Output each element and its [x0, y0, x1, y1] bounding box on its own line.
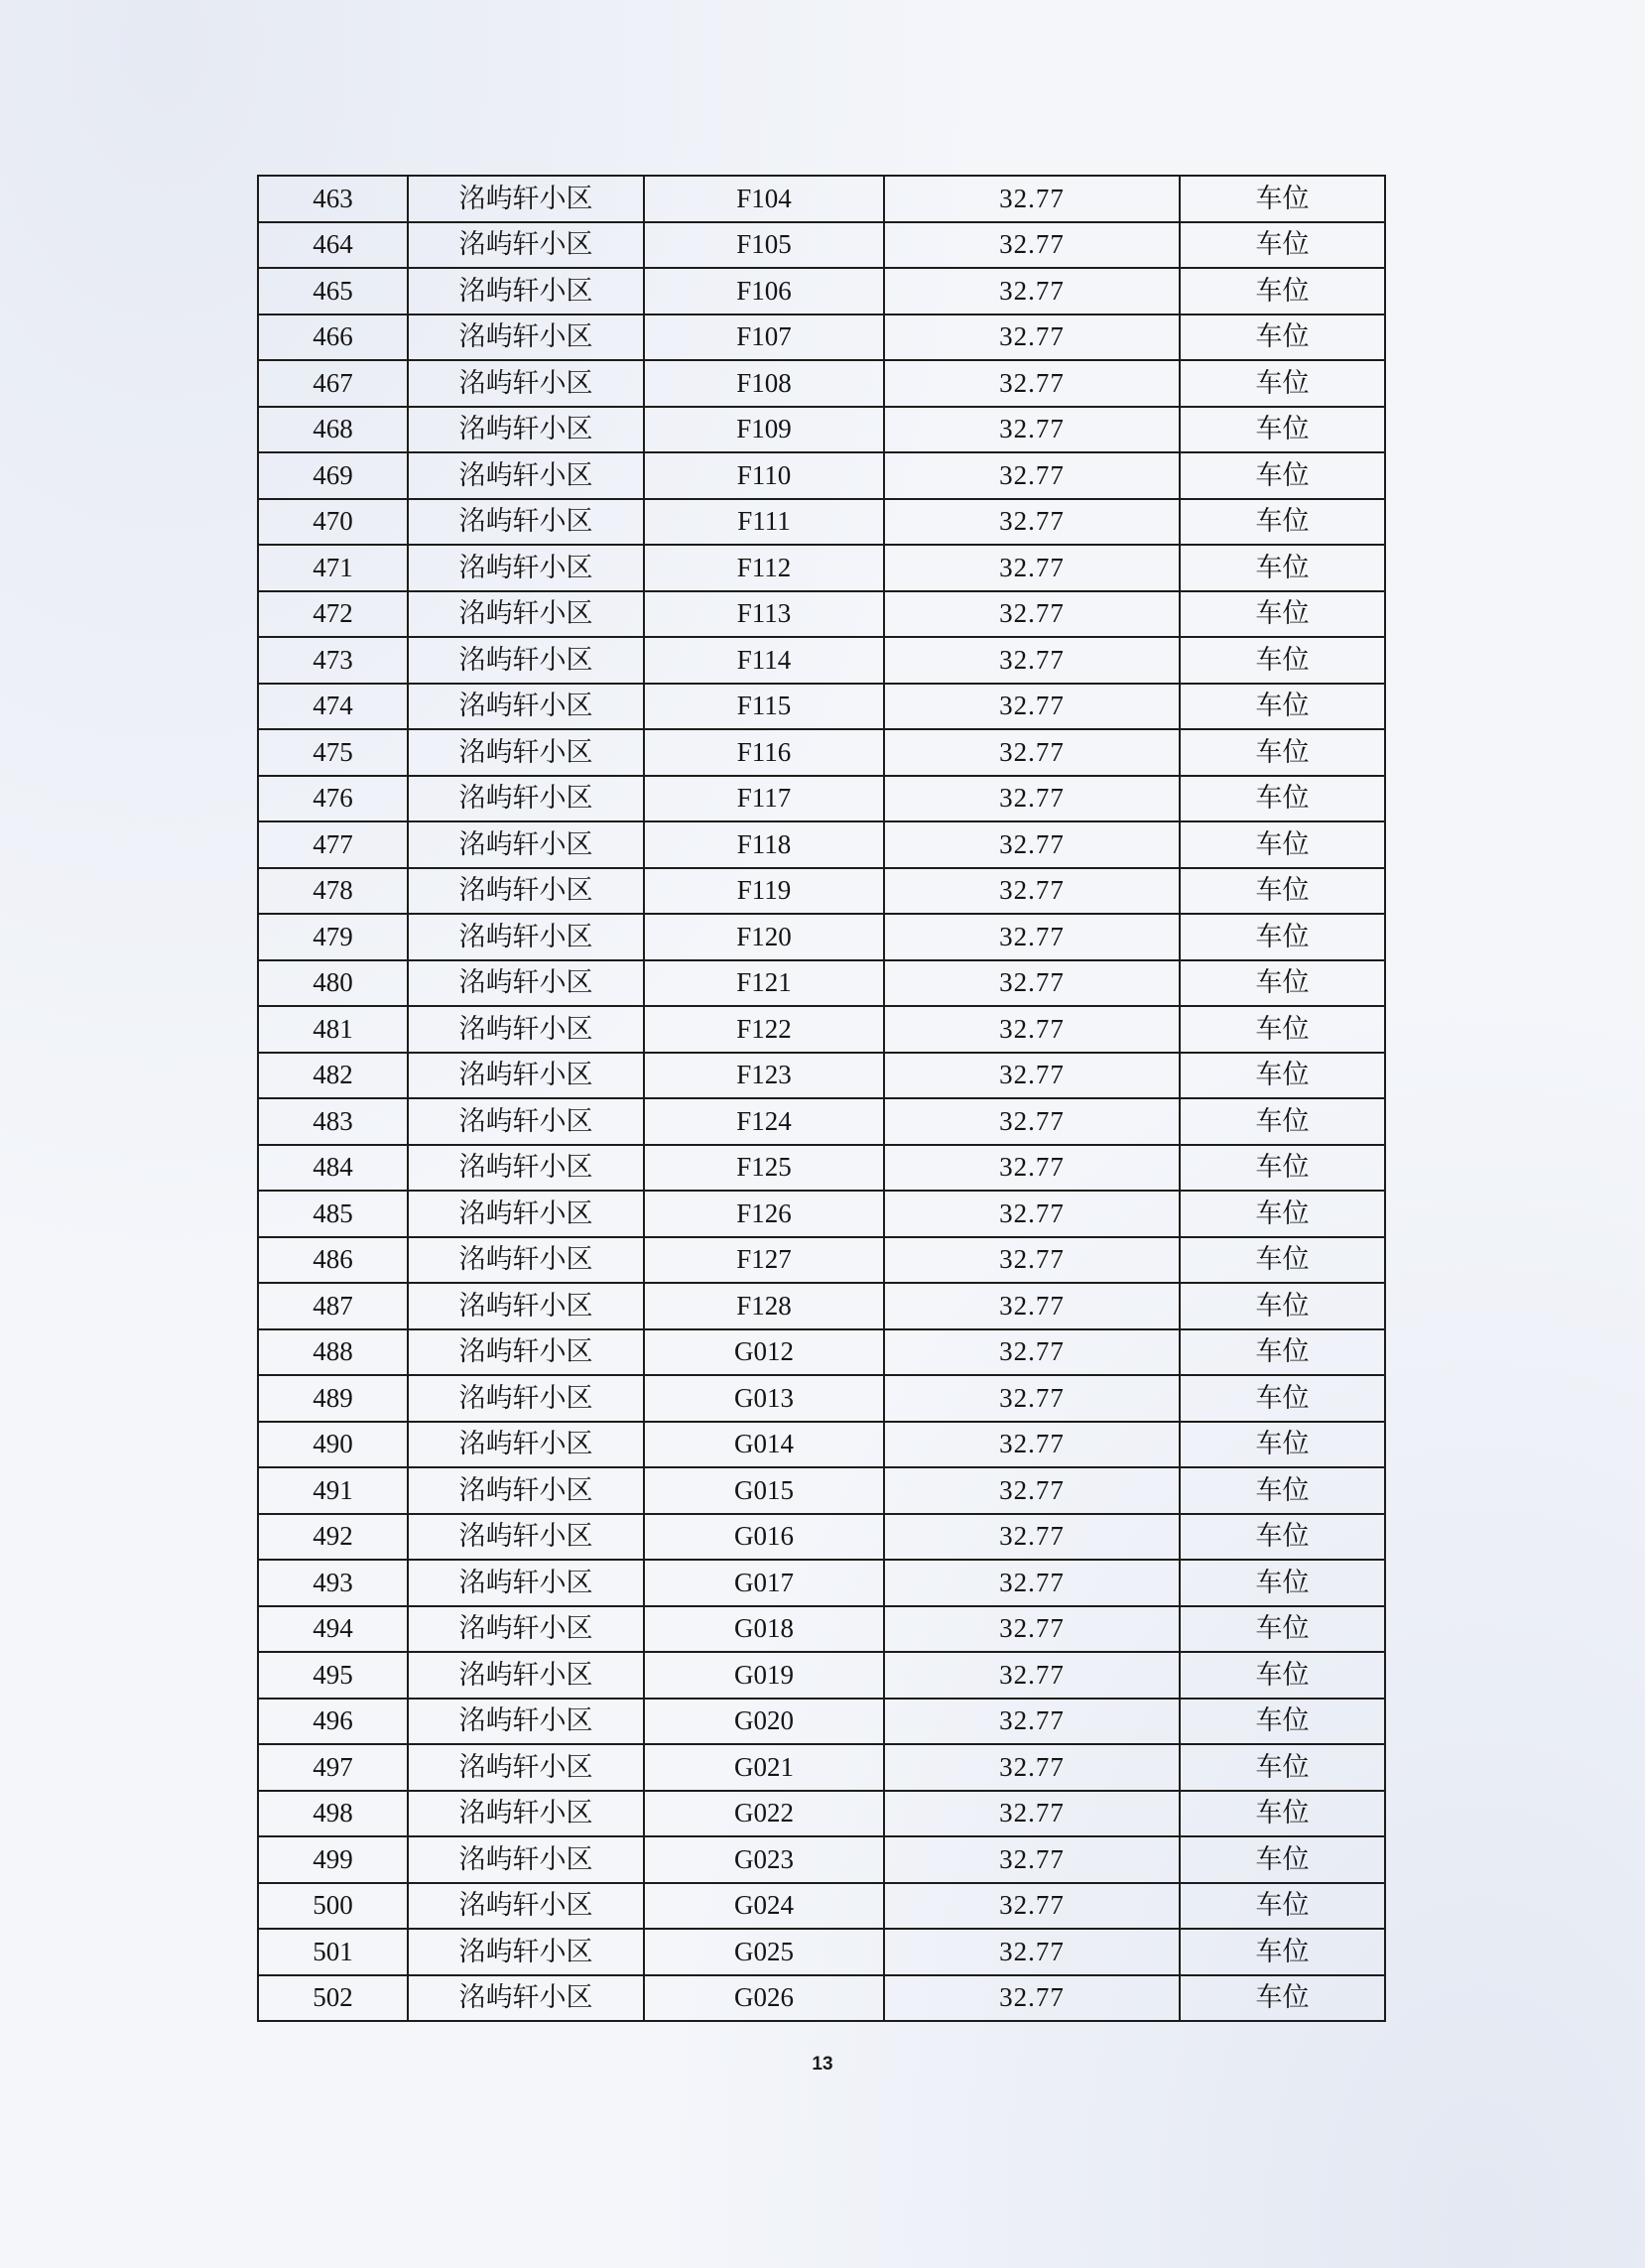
cell-community-name: 洺屿轩小区 — [408, 268, 644, 315]
cell-usage-type: 车位 — [1180, 1422, 1385, 1468]
cell-serial-number: 480 — [258, 960, 408, 1007]
cell-space-code: G012 — [644, 1329, 884, 1376]
table-row — [258, 499, 1385, 546]
cell-space-code: F118 — [644, 821, 884, 868]
cell-community-name: 洺屿轩小区 — [408, 1514, 644, 1561]
table-row — [258, 960, 1385, 1007]
cell-usage-type: 车位 — [1180, 821, 1385, 868]
cell-area: 32.77 — [884, 637, 1180, 684]
cell-serial-number: 475 — [258, 729, 408, 776]
cell-serial-number: 463 — [258, 176, 408, 222]
cell-serial-number: 468 — [258, 407, 408, 453]
cell-space-code: F126 — [644, 1191, 884, 1237]
cell-community-name: 洺屿轩小区 — [408, 776, 644, 822]
cell-space-code: F105 — [644, 222, 884, 269]
cell-usage-type: 车位 — [1180, 222, 1385, 269]
cell-serial-number: 490 — [258, 1422, 408, 1468]
cell-serial-number: 489 — [258, 1375, 408, 1422]
table-row — [258, 1883, 1385, 1930]
cell-usage-type: 车位 — [1180, 1237, 1385, 1284]
cell-community-name: 洺屿轩小区 — [408, 1744, 644, 1791]
cell-usage-type: 车位 — [1180, 1791, 1385, 1837]
cell-serial-number: 488 — [258, 1329, 408, 1376]
cell-usage-type: 车位 — [1180, 776, 1385, 822]
cell-serial-number: 501 — [258, 1929, 408, 1975]
cell-community-name: 洺屿轩小区 — [408, 729, 644, 776]
cell-community-name: 洺屿轩小区 — [408, 315, 644, 361]
cell-serial-number: 494 — [258, 1606, 408, 1653]
cell-space-code: F125 — [644, 1145, 884, 1192]
cell-serial-number: 482 — [258, 1053, 408, 1099]
table-row — [258, 360, 1385, 407]
cell-serial-number: 497 — [258, 1744, 408, 1791]
cell-serial-number: 466 — [258, 315, 408, 361]
cell-community-name: 洺屿轩小区 — [408, 1467, 644, 1514]
cell-community-name: 洺屿轩小区 — [408, 1191, 644, 1237]
cell-usage-type: 车位 — [1180, 268, 1385, 315]
cell-space-code: G016 — [644, 1514, 884, 1561]
cell-area: 32.77 — [884, 591, 1180, 638]
cell-area: 32.77 — [884, 1883, 1180, 1930]
cell-serial-number: 496 — [258, 1699, 408, 1745]
cell-usage-type: 车位 — [1180, 1514, 1385, 1561]
cell-serial-number: 464 — [258, 222, 408, 269]
table-row — [258, 1791, 1385, 1837]
cell-community-name: 洺屿轩小区 — [408, 452, 644, 499]
table-row — [258, 637, 1385, 684]
cell-area: 32.77 — [884, 1467, 1180, 1514]
cell-area: 32.77 — [884, 1098, 1180, 1145]
cell-serial-number: 469 — [258, 452, 408, 499]
cell-area: 32.77 — [884, 1791, 1180, 1837]
cell-usage-type: 车位 — [1180, 1975, 1385, 2022]
table-row — [258, 1836, 1385, 1883]
table-row — [258, 176, 1385, 222]
cell-serial-number: 492 — [258, 1514, 408, 1561]
table-row — [258, 1237, 1385, 1284]
cell-usage-type: 车位 — [1180, 1191, 1385, 1237]
cell-community-name: 洺屿轩小区 — [408, 1560, 644, 1606]
table-row — [258, 776, 1385, 822]
cell-usage-type: 车位 — [1180, 637, 1385, 684]
table-row — [258, 1283, 1385, 1329]
table-row — [258, 268, 1385, 315]
cell-serial-number: 476 — [258, 776, 408, 822]
table-row — [258, 591, 1385, 638]
cell-space-code: F122 — [644, 1006, 884, 1053]
cell-space-code: F113 — [644, 591, 884, 638]
cell-space-code: F123 — [644, 1053, 884, 1099]
cell-serial-number: 502 — [258, 1975, 408, 2022]
cell-space-code: F107 — [644, 315, 884, 361]
cell-area: 32.77 — [884, 1699, 1180, 1745]
table-row — [258, 1375, 1385, 1422]
table-row — [258, 452, 1385, 499]
cell-area: 32.77 — [884, 222, 1180, 269]
cell-serial-number: 499 — [258, 1836, 408, 1883]
cell-serial-number: 478 — [258, 868, 408, 915]
cell-serial-number: 471 — [258, 545, 408, 591]
cell-area: 32.77 — [884, 868, 1180, 915]
cell-area: 32.77 — [884, 360, 1180, 407]
cell-area: 32.77 — [884, 1606, 1180, 1653]
cell-community-name: 洺屿轩小区 — [408, 821, 644, 868]
cell-serial-number: 472 — [258, 591, 408, 638]
cell-usage-type: 车位 — [1180, 1006, 1385, 1053]
table-row — [258, 222, 1385, 269]
cell-usage-type: 车位 — [1180, 729, 1385, 776]
cell-community-name: 洺屿轩小区 — [408, 1422, 644, 1468]
cell-community-name: 洺屿轩小区 — [408, 1145, 644, 1192]
table-row — [258, 545, 1385, 591]
cell-usage-type: 车位 — [1180, 315, 1385, 361]
table-row — [258, 407, 1385, 453]
cell-space-code: G017 — [644, 1560, 884, 1606]
cell-area: 32.77 — [884, 1560, 1180, 1606]
cell-serial-number: 498 — [258, 1791, 408, 1837]
cell-usage-type: 车位 — [1180, 1329, 1385, 1376]
cell-serial-number: 486 — [258, 1237, 408, 1284]
cell-area: 32.77 — [884, 452, 1180, 499]
cell-area: 32.77 — [884, 1929, 1180, 1975]
cell-space-code: G025 — [644, 1929, 884, 1975]
cell-area: 32.77 — [884, 1191, 1180, 1237]
cell-space-code: G020 — [644, 1699, 884, 1745]
cell-usage-type: 车位 — [1180, 868, 1385, 915]
table-row — [258, 1975, 1385, 2022]
cell-space-code: F112 — [644, 545, 884, 591]
parking-space-table — [257, 175, 1386, 2022]
cell-community-name: 洺屿轩小区 — [408, 914, 644, 960]
cell-serial-number: 500 — [258, 1883, 408, 1930]
cell-space-code: G022 — [644, 1791, 884, 1837]
cell-area: 32.77 — [884, 176, 1180, 222]
cell-usage-type: 车位 — [1180, 1098, 1385, 1145]
cell-usage-type: 车位 — [1180, 545, 1385, 591]
cell-community-name: 洺屿轩小区 — [408, 1699, 644, 1745]
cell-area: 32.77 — [884, 729, 1180, 776]
cell-community-name: 洺屿轩小区 — [408, 499, 644, 546]
cell-usage-type: 车位 — [1180, 1560, 1385, 1606]
cell-community-name: 洺屿轩小区 — [408, 1791, 644, 1837]
cell-usage-type: 车位 — [1180, 452, 1385, 499]
cell-community-name: 洺屿轩小区 — [408, 1329, 644, 1376]
table-row — [258, 315, 1385, 361]
cell-area: 32.77 — [884, 960, 1180, 1007]
cell-space-code: G014 — [644, 1422, 884, 1468]
cell-serial-number: 470 — [258, 499, 408, 546]
cell-usage-type: 车位 — [1180, 1375, 1385, 1422]
cell-community-name: 洺屿轩小区 — [408, 1836, 644, 1883]
cell-community-name: 洺屿轩小区 — [408, 360, 644, 407]
cell-usage-type: 车位 — [1180, 1836, 1385, 1883]
cell-space-code: F116 — [644, 729, 884, 776]
cell-area: 32.77 — [884, 545, 1180, 591]
cell-space-code: F109 — [644, 407, 884, 453]
table-row — [258, 684, 1385, 730]
cell-community-name: 洺屿轩小区 — [408, 1098, 644, 1145]
cell-usage-type: 车位 — [1180, 1606, 1385, 1653]
cell-community-name: 洺屿轩小区 — [408, 868, 644, 915]
cell-area: 32.77 — [884, 1422, 1180, 1468]
cell-area: 32.77 — [884, 1283, 1180, 1329]
cell-serial-number: 495 — [258, 1652, 408, 1699]
cell-area: 32.77 — [884, 499, 1180, 546]
cell-community-name: 洺屿轩小区 — [408, 1283, 644, 1329]
cell-usage-type: 车位 — [1180, 1744, 1385, 1791]
cell-community-name: 洺屿轩小区 — [408, 684, 644, 730]
cell-space-code: F119 — [644, 868, 884, 915]
table-row — [258, 1514, 1385, 1561]
cell-space-code: F114 — [644, 637, 884, 684]
table-row — [258, 1145, 1385, 1192]
cell-serial-number: 473 — [258, 637, 408, 684]
cell-community-name: 洺屿轩小区 — [408, 1883, 644, 1930]
table-row — [258, 1744, 1385, 1791]
cell-community-name: 洺屿轩小区 — [408, 591, 644, 638]
cell-area: 32.77 — [884, 1744, 1180, 1791]
cell-area: 32.77 — [884, 1975, 1180, 2022]
cell-area: 32.77 — [884, 1145, 1180, 1192]
cell-space-code: G018 — [644, 1606, 884, 1653]
cell-usage-type: 车位 — [1180, 499, 1385, 546]
cell-usage-type: 车位 — [1180, 1053, 1385, 1099]
table-row — [258, 1329, 1385, 1376]
cell-area: 32.77 — [884, 776, 1180, 822]
cell-space-code: G015 — [644, 1467, 884, 1514]
cell-usage-type: 车位 — [1180, 1652, 1385, 1699]
cell-serial-number: 477 — [258, 821, 408, 868]
cell-community-name: 洺屿轩小区 — [408, 1375, 644, 1422]
cell-community-name: 洺屿轩小区 — [408, 1006, 644, 1053]
cell-space-code: F108 — [644, 360, 884, 407]
cell-community-name: 洺屿轩小区 — [408, 1652, 644, 1699]
cell-space-code: G026 — [644, 1975, 884, 2022]
cell-area: 32.77 — [884, 1375, 1180, 1422]
cell-space-code: G023 — [644, 1836, 884, 1883]
cell-serial-number: 485 — [258, 1191, 408, 1237]
cell-space-code: F117 — [644, 776, 884, 822]
cell-area: 32.77 — [884, 821, 1180, 868]
cell-usage-type: 车位 — [1180, 407, 1385, 453]
cell-usage-type: 车位 — [1180, 591, 1385, 638]
cell-space-code: F106 — [644, 268, 884, 315]
cell-community-name: 洺屿轩小区 — [408, 1237, 644, 1284]
cell-area: 32.77 — [884, 1836, 1180, 1883]
cell-area: 32.77 — [884, 914, 1180, 960]
cell-usage-type: 车位 — [1180, 1145, 1385, 1192]
cell-space-code: F124 — [644, 1098, 884, 1145]
cell-community-name: 洺屿轩小区 — [408, 1606, 644, 1653]
cell-community-name: 洺屿轩小区 — [408, 960, 644, 1007]
table-row — [258, 1652, 1385, 1699]
cell-serial-number: 481 — [258, 1006, 408, 1053]
cell-space-code: G013 — [644, 1375, 884, 1422]
page-number: 13 — [812, 2054, 833, 2075]
table-row — [258, 1699, 1385, 1745]
cell-serial-number: 474 — [258, 684, 408, 730]
cell-space-code: F127 — [644, 1237, 884, 1284]
cell-usage-type: 车位 — [1180, 1467, 1385, 1514]
cell-community-name: 洺屿轩小区 — [408, 1975, 644, 2022]
cell-usage-type: 车位 — [1180, 1883, 1385, 1930]
cell-area: 32.77 — [884, 407, 1180, 453]
cell-serial-number: 491 — [258, 1467, 408, 1514]
cell-space-code: F115 — [644, 684, 884, 730]
table-row — [258, 1560, 1385, 1606]
cell-community-name: 洺屿轩小区 — [408, 637, 644, 684]
cell-community-name: 洺屿轩小区 — [408, 222, 644, 269]
table-row — [258, 1191, 1385, 1237]
cell-area: 32.77 — [884, 1237, 1180, 1284]
cell-space-code: F111 — [644, 499, 884, 546]
table-row — [258, 868, 1385, 915]
cell-usage-type: 车位 — [1180, 360, 1385, 407]
cell-area: 32.77 — [884, 1006, 1180, 1053]
cell-serial-number: 479 — [258, 914, 408, 960]
cell-space-code: F121 — [644, 960, 884, 1007]
table-row — [258, 1467, 1385, 1514]
table-row — [258, 1422, 1385, 1468]
cell-usage-type: 车位 — [1180, 684, 1385, 730]
cell-serial-number: 465 — [258, 268, 408, 315]
cell-community-name: 洺屿轩小区 — [408, 1053, 644, 1099]
cell-usage-type: 车位 — [1180, 914, 1385, 960]
table-row — [258, 729, 1385, 776]
cell-space-code: G019 — [644, 1652, 884, 1699]
table-row — [258, 1006, 1385, 1053]
cell-space-code: G021 — [644, 1744, 884, 1791]
cell-area: 32.77 — [884, 315, 1180, 361]
cell-area: 32.77 — [884, 1053, 1180, 1099]
cell-space-code: F120 — [644, 914, 884, 960]
cell-serial-number: 493 — [258, 1560, 408, 1606]
cell-space-code: F128 — [644, 1283, 884, 1329]
cell-serial-number: 483 — [258, 1098, 408, 1145]
table-row — [258, 821, 1385, 868]
cell-community-name: 洺屿轩小区 — [408, 407, 644, 453]
cell-serial-number: 484 — [258, 1145, 408, 1192]
cell-usage-type: 车位 — [1180, 960, 1385, 1007]
table-row — [258, 914, 1385, 960]
cell-community-name: 洺屿轩小区 — [408, 1929, 644, 1975]
cell-area: 32.77 — [884, 684, 1180, 730]
cell-space-code: F110 — [644, 452, 884, 499]
cell-area: 32.77 — [884, 1514, 1180, 1561]
cell-community-name: 洺屿轩小区 — [408, 545, 644, 591]
cell-community-name: 洺屿轩小区 — [408, 176, 644, 222]
cell-serial-number: 487 — [258, 1283, 408, 1329]
cell-area: 32.77 — [884, 268, 1180, 315]
cell-usage-type: 车位 — [1180, 1699, 1385, 1745]
cell-area: 32.77 — [884, 1652, 1180, 1699]
cell-area: 32.77 — [884, 1329, 1180, 1376]
cell-usage-type: 车位 — [1180, 176, 1385, 222]
table-row — [258, 1053, 1385, 1099]
cell-space-code: F104 — [644, 176, 884, 222]
table-row — [258, 1098, 1385, 1145]
table-row — [258, 1606, 1385, 1653]
cell-space-code: G024 — [644, 1883, 884, 1930]
table-body — [258, 176, 1385, 2021]
cell-serial-number: 467 — [258, 360, 408, 407]
cell-usage-type: 车位 — [1180, 1929, 1385, 1975]
table-row — [258, 1929, 1385, 1975]
cell-usage-type: 车位 — [1180, 1283, 1385, 1329]
